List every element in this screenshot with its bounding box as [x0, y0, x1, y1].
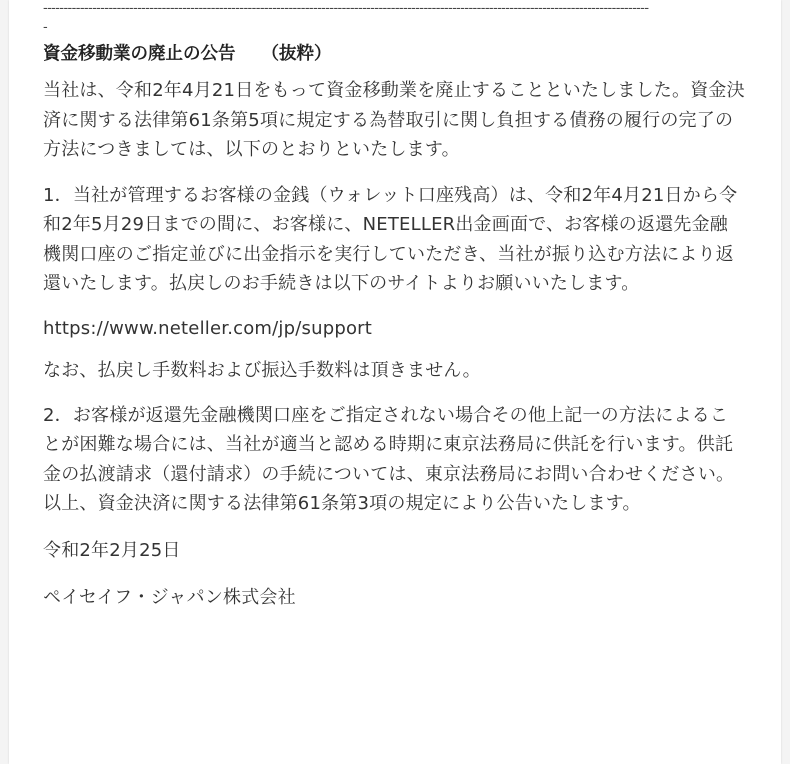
notice-title-main: 資金移動業の廃止の公告	[43, 44, 236, 64]
fee-note: なお、払戻し手数料および振込手数料は頂きません。	[43, 360, 481, 381]
notice-title-suffix: （抜粋）	[261, 44, 332, 64]
support-link[interactable]: https://www.neteller.com/jp/support	[43, 317, 373, 339]
notice-content	[43, 0, 745, 613]
paragraph-intro: 当社は、令和2年4月21日をもって資金移動業を廃止することといたしました。資金決済に関する法律第61条第5項に規定する為替取引に関し負担する債務の履行の完了の方法につきましては、以下のとおりといたします。	[43, 80, 745, 160]
paragraph-item-2: 2．お客様が返還先金融機関口座をご指定されない場合その他上記一の方法によることが困難な場合には、当社が適当と認める時期に東京法務局に供託を行います。供託金の払渡請求（還付請求）の手続については、東京法務局にお問い合わせください。	[43, 404, 735, 485]
paragraph-item-1: 1．当社が管理するお客様の金銭（ウォレット口座残高）は、令和2年4月21日から令和2年5月29日までの間に、お客様に、NETELLER出金画面で、お客様の返還先金融機関口座のご指定並びに出金指示を実行していただき、当社が振り込む方法により返還いたします。払戻しのお手続きは以下のサイトよりお願いいたします。	[43, 184, 738, 294]
dashed-separator-tail: -	[43, 20, 48, 35]
support-url[interactable]	[43, 314, 745, 344]
closing-statement: 以上、資金決済に関する法律第61条第3項の規定により公告いたします。	[43, 493, 641, 514]
company-name: ペイセイフ・ジャパン株式会社	[43, 587, 296, 608]
notice-title	[43, 42, 745, 66]
notice-card	[9, 0, 781, 764]
notice-date: 令和2年2月25日	[43, 539, 181, 561]
dashed-separator: ----------------------------------------------------------------------------------------------------------------------------------------------------	[43, 1, 649, 16]
